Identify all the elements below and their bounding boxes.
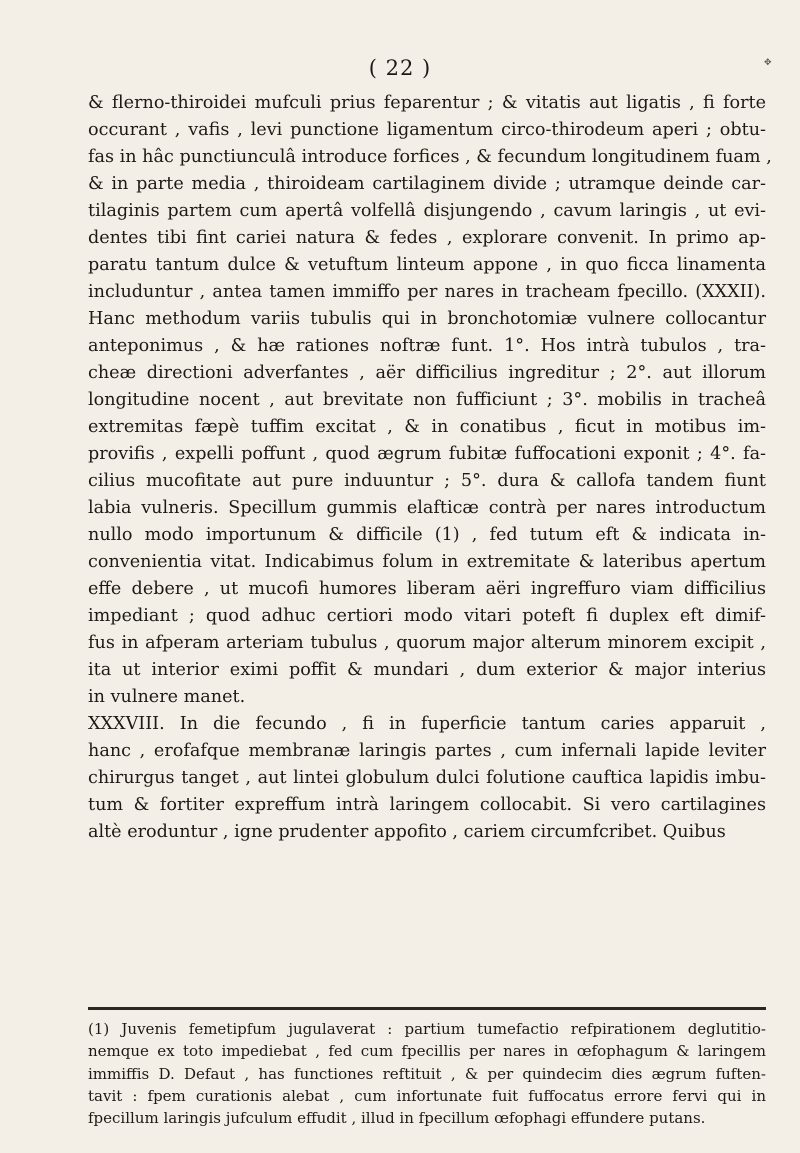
- text-line: cilius mucofitate aut pure induuntur ; 5°. dura & callofa tandem fiunt: [88, 471, 766, 491]
- footnote-line: immiffis D. Defaut , has functiones reftituit , & per quindecim dies ægrum fuften-: [88, 1064, 766, 1083]
- text-line: impediant ; quod adhuc certiori modo vitari poteft fi duplex eft dimif-: [88, 606, 766, 626]
- text-line: occurant , vafis , levi punctione ligamentum circo-thirodeum aperi ; obtu-: [88, 120, 766, 140]
- text-line: fus in afperam arteriam tubulus , quorum major alterum minorem excipit ,: [88, 633, 766, 653]
- footnote-line: tavit : fpem curationis alebat , cum infortunate fuit fuffocatus errore fervi qui in: [88, 1086, 766, 1105]
- main-text: [88, 90, 772, 846]
- text-line: altè eroduntur , igne prudenter appofito , cariem circumfcribet. Quibus: [88, 822, 726, 842]
- text-line: chirurgus tanget , aut lintei globulum dulci folutione cauftica lapidis imbu-: [88, 768, 766, 788]
- text-line: dentes tibi fint cariei natura & fedes , explorare convenit. In primo ap-: [88, 228, 766, 248]
- margin-mark: ✥: [764, 58, 772, 68]
- footnote: [88, 1018, 766, 1129]
- page-number: ( 22 ): [368, 56, 432, 80]
- text-line: hanc , erofafque membranæ laringis partes , cum infernali lapide leviter: [88, 741, 766, 761]
- text-line: XXXVIII. In die fecundo , fi in fuperficie tantum caries apparuit ,: [88, 714, 766, 734]
- text-line: provifis , expelli poffunt , quod ægrum fubitæ fuffocationi exponit ; 4°. fa-: [88, 444, 766, 464]
- text-line: & flerno-thiroidei mufculi prius feparentur ; & vitatis aut ligatis , fi forte: [88, 93, 766, 113]
- text-line: cheæ directioni adverfantes , aër difficilius ingreditur ; 2°. aut illorum: [88, 363, 766, 383]
- text-line: includuntur , antea tamen immiffo per nares in tracheam fpecillo. (XXXII).: [88, 282, 766, 302]
- footnote-line: fpecillum laringis jufculum effudit , illud in fpecillum œfophagi effundere putans.: [88, 1109, 706, 1128]
- text-line: tilaginis partem cum apertâ volfellâ disjungendo , cavum laringis , ut evi-: [88, 201, 766, 221]
- text-line: convenientia vitat. Indicabimus folum in extremitate & lateribus apertum: [88, 552, 766, 572]
- text-line: nullo modo importunum & difficile (1) , fed tutum eft & indicata in-: [88, 525, 766, 545]
- footnote-line: nemque ex toto impediebat , fed cum fpecillis per nares in œfophagum & laringem: [88, 1042, 766, 1061]
- text-line: anteponimus , & hæ rationes noftræ funt. 1°. Hos intrà tubulos , tra-: [88, 336, 766, 356]
- text-line: labia vulneris. Specillum gummis elafticæ contrà per nares introductum: [88, 498, 766, 518]
- text-line: fas in hâc punctiunculâ introduce forfices , & fecundum longitudinem fuam ,: [88, 147, 772, 167]
- footnote-rule: [88, 1007, 766, 1010]
- text-line: effe debere , ut mucofi humores liberam aëri ingreffuro viam difficilius: [88, 579, 766, 599]
- text-line: longitudine nocent , aut brevitate non fufficiunt ; 3°. mobilis in tracheâ: [88, 390, 766, 410]
- text-line: ita ut interior eximi poffit & mundari , dum exterior & major interius: [88, 660, 766, 680]
- text-line: extremitas fæpè tuffim excitat , & in conatibus , ficut in motibus im-: [88, 417, 766, 437]
- text-line: in vulnere manet.: [88, 687, 246, 707]
- text-line: paratu tantum dulce & vetuftum linteum appone , in quo ficca linamenta: [88, 255, 766, 275]
- text-line: tum & fortiter expreffum intrà laringem collocabit. Si vero cartilagines: [88, 795, 766, 815]
- text-line: & in parte media , thiroideam cartilaginem divide ; utramque deinde car-: [88, 174, 766, 194]
- footnote-line: (1) Juvenis femetipfum jugulaverat : partium tumefactio refpirationem deglutitio-: [88, 1020, 766, 1038]
- text-line: Hanc methodum variis tubulis qui in bronchotomiæ vulnere collocantur: [88, 309, 766, 329]
